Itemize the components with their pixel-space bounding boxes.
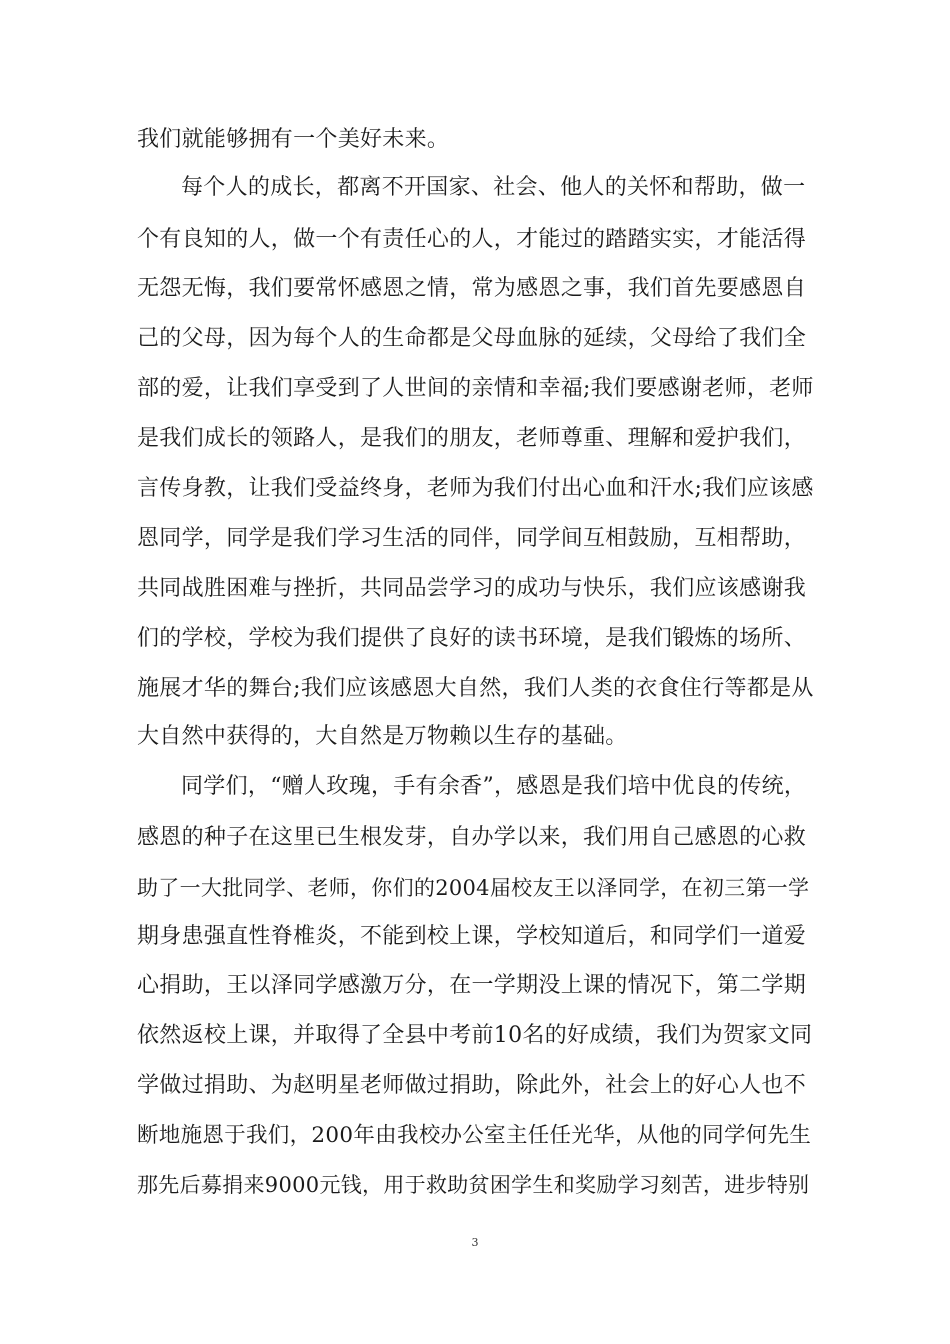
paragraph-3-line-7: 学做过捐助、为赵明星老师做过捐助，除此外，社会上的好心人也不 xyxy=(137,1073,807,1098)
paragraph-2-line-7: 言传身教，让我们受益终身，老师为我们付出心血和汗水;我们应该感 xyxy=(137,476,814,501)
paragraph-3-line-6: 依然返校上课，并取得了全县中考前10名的好成绩，我们为贺家文同 xyxy=(137,1023,813,1048)
paragraph-2-line-12: 大自然中获得的，大自然是万物赖以生存的基础。 xyxy=(137,724,628,749)
paragraph-3-line-2: 感恩的种子在这里已生根发芽，自办学以来，我们用自己感恩的心救 xyxy=(137,825,807,850)
page-number: 3 xyxy=(471,1236,479,1249)
paragraph-2-line-5: 部的爱，让我们享受到了人世间的亲情和幸福;我们要感谢老师，老师 xyxy=(137,376,814,401)
paragraph-2-line-8: 恩同学，同学是我们学习生活的同伴，同学间互相鼓励，互相帮助， xyxy=(137,526,807,551)
paragraph-2-line-6: 是我们成长的领路人，是我们的朋友，老师尊重、理解和爱护我们， xyxy=(137,426,807,451)
paragraph-2-line-2: 个有良知的人，做一个有责任心的人，才能过的踏踏实实，才能活得 xyxy=(137,227,807,252)
paragraph-3-line-3: 助了一大批同学、老师，你们的2004届校友王以泽同学，在初三第一学 xyxy=(137,876,810,900)
paragraph-2-line-10: 们的学校，学校为我们提供了良好的读书环境，是我们锻炼的场所、 xyxy=(137,626,807,651)
paragraph-3-line-8: 断地施恩于我们，200年由我校办公室主任任光华，从他的同学何先生 xyxy=(137,1123,812,1148)
paragraph-2-line-9: 共同战胜困难与挫折，共同品尝学习的成功与快乐，我们应该感谢我 xyxy=(137,576,807,601)
paragraph-2-line-1: 每个人的成长，都离不开国家、社会、他人的关怀和帮助，做一 xyxy=(181,175,806,200)
paragraph-3-line-4: 期身患强直性脊椎炎，不能到校上课，学校知道后，和同学们一道爱 xyxy=(137,924,807,949)
paragraph-2-line-3: 无怨无悔，我们要常怀感恩之情，常为感恩之事，我们首先要感恩自 xyxy=(137,276,807,301)
paragraph-1-line-1: 我们就能够拥有一个美好未来。 xyxy=(137,127,450,152)
paragraph-3-line-9: 那先后募捐来9000元钱，用于救助贫困学生和奖励学习刻苦，进步特别 xyxy=(137,1173,810,1197)
paragraph-2-line-4: 己的父母，因为每个人的生命都是父母血脉的延续，父母给了我们全 xyxy=(137,326,807,351)
paragraph-2-line-11: 施展才华的舞台;我们应该感恩大自然，我们人类的衣食住行等都是从 xyxy=(137,676,814,701)
paragraph-3-line-1: 同学们，“赠人玫瑰，手有余香”，感恩是我们培中优良的传统， xyxy=(181,774,807,799)
paragraph-3-line-5: 心捐助，王以泽同学感激万分，在一学期没上课的情况下，第二学期 xyxy=(137,973,807,998)
